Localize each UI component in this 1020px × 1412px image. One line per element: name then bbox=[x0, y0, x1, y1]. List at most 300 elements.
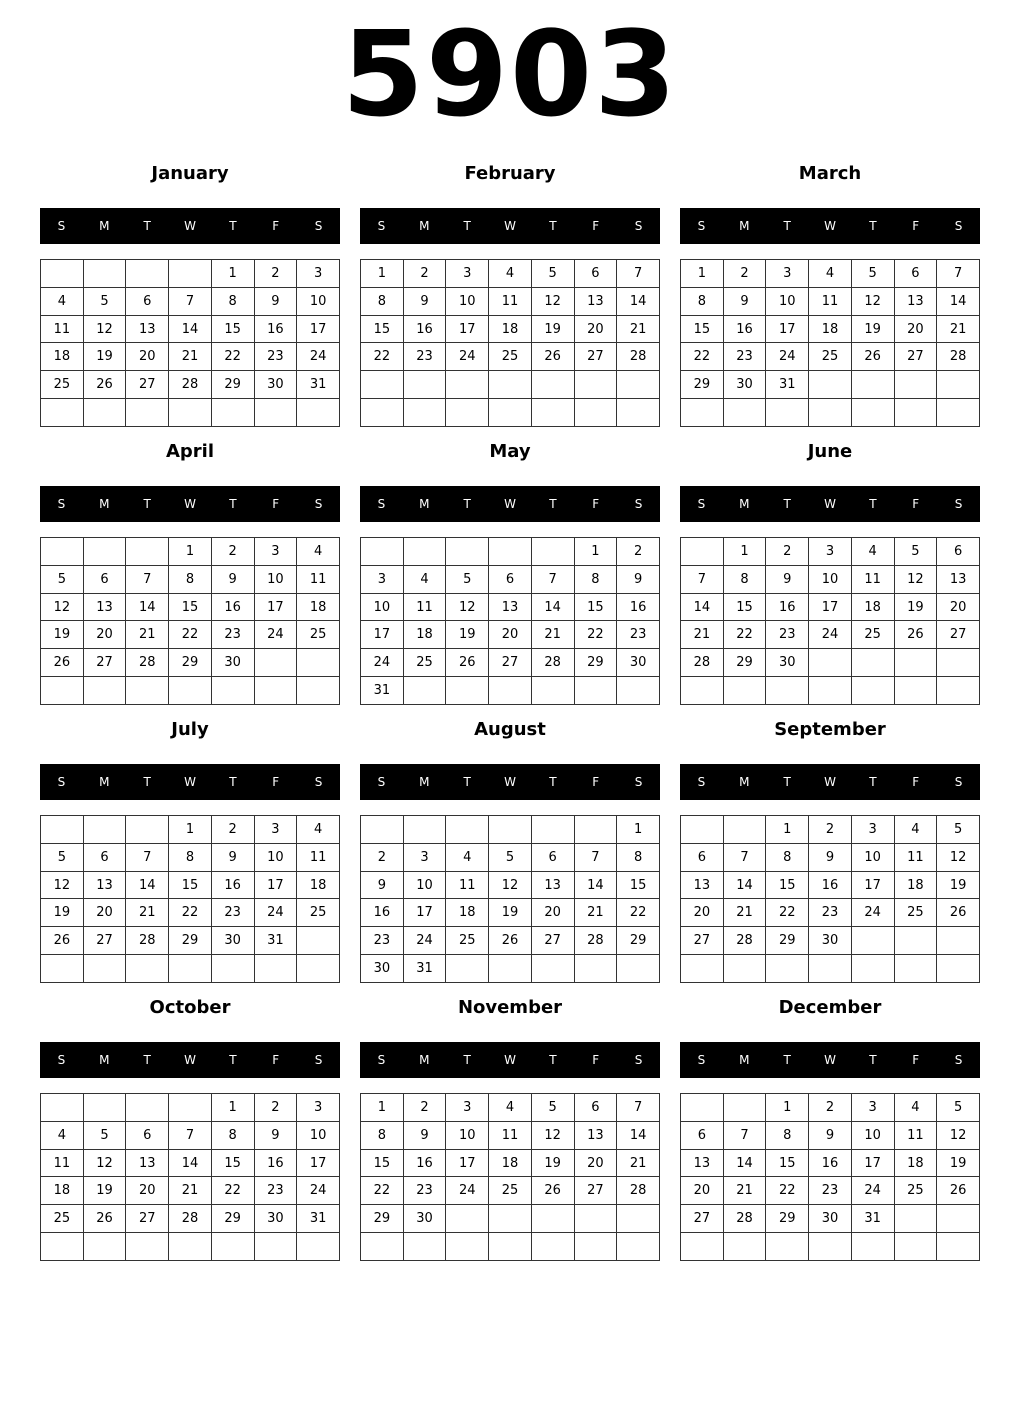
day-cell: 14 bbox=[723, 871, 766, 899]
day-cell: 3 bbox=[361, 565, 404, 593]
day-cell: 10 bbox=[403, 871, 446, 899]
day-cell: 8 bbox=[211, 287, 254, 315]
day-cell: 4 bbox=[489, 1094, 532, 1122]
day-cell: 23 bbox=[723, 343, 766, 371]
day-cell bbox=[361, 399, 404, 427]
day-cell: 20 bbox=[681, 1177, 724, 1205]
week-row bbox=[361, 538, 660, 566]
day-cell: 4 bbox=[809, 260, 852, 288]
day-cell: 5 bbox=[937, 1094, 980, 1122]
weekday-label: W bbox=[184, 775, 196, 789]
weekday-label: S bbox=[57, 497, 66, 511]
weekday-label: T bbox=[869, 1053, 877, 1067]
day-cell: 12 bbox=[937, 1121, 980, 1149]
weekday-label: S bbox=[377, 497, 386, 511]
week-row bbox=[681, 677, 980, 705]
day-cell: 22 bbox=[766, 899, 809, 927]
day-cell: 31 bbox=[766, 371, 809, 399]
day-cell: 13 bbox=[83, 593, 126, 621]
day-cell: 1 bbox=[617, 816, 660, 844]
day-cell: 14 bbox=[531, 593, 574, 621]
day-cell bbox=[894, 1233, 937, 1261]
day-cell bbox=[403, 371, 446, 399]
day-cell: 21 bbox=[723, 899, 766, 927]
week-row bbox=[681, 1149, 980, 1177]
day-cell: 9 bbox=[211, 843, 254, 871]
day-cell bbox=[851, 649, 894, 677]
weekday-label: S bbox=[377, 1053, 386, 1067]
day-cell: 18 bbox=[894, 1149, 937, 1177]
day-cell bbox=[723, 677, 766, 705]
week-row bbox=[361, 677, 660, 705]
day-cell: 14 bbox=[169, 1149, 212, 1177]
day-cell bbox=[403, 816, 446, 844]
day-cell bbox=[894, 677, 937, 705]
weekday-label: W bbox=[824, 1053, 836, 1067]
month-name: May bbox=[489, 441, 531, 462]
day-cell: 6 bbox=[681, 843, 724, 871]
week-row bbox=[361, 343, 660, 371]
day-cell: 9 bbox=[403, 287, 446, 315]
weekday-label: F bbox=[592, 219, 600, 233]
day-cell bbox=[297, 649, 340, 677]
month-name: July bbox=[171, 719, 209, 740]
week-row bbox=[681, 593, 980, 621]
weekday-label: W bbox=[504, 1053, 516, 1067]
week-row bbox=[41, 593, 340, 621]
day-cell bbox=[254, 399, 297, 427]
day-cell bbox=[574, 1233, 617, 1261]
day-cell: 2 bbox=[766, 538, 809, 566]
day-cell: 22 bbox=[361, 343, 404, 371]
day-cell: 1 bbox=[574, 538, 617, 566]
day-cell: 27 bbox=[574, 343, 617, 371]
week-row bbox=[41, 1094, 340, 1122]
day-cell: 1 bbox=[361, 260, 404, 288]
weekday-header bbox=[680, 764, 980, 800]
day-cell: 4 bbox=[894, 816, 937, 844]
day-cell: 16 bbox=[361, 899, 404, 927]
day-cell: 28 bbox=[617, 1177, 660, 1205]
day-cell: 18 bbox=[297, 871, 340, 899]
day-cell bbox=[681, 399, 724, 427]
day-cell: 21 bbox=[126, 899, 169, 927]
day-cell bbox=[531, 371, 574, 399]
weekday-label: M bbox=[419, 1053, 430, 1067]
day-cell: 4 bbox=[851, 538, 894, 566]
weekday-label: T bbox=[143, 1053, 151, 1067]
weekday-label: M bbox=[99, 219, 110, 233]
week-row bbox=[361, 260, 660, 288]
day-cell: 15 bbox=[723, 593, 766, 621]
weekday-label: T bbox=[463, 497, 471, 511]
week-row bbox=[41, 649, 340, 677]
week-row bbox=[681, 621, 980, 649]
day-cell bbox=[574, 1205, 617, 1233]
day-cell: 7 bbox=[937, 260, 980, 288]
day-cell: 27 bbox=[126, 1205, 169, 1233]
day-cell: 17 bbox=[254, 871, 297, 899]
day-cell: 13 bbox=[531, 871, 574, 899]
day-cell: 12 bbox=[41, 871, 84, 899]
day-cell bbox=[809, 399, 852, 427]
weekday-label: T bbox=[549, 219, 557, 233]
day-cell: 2 bbox=[211, 538, 254, 566]
day-cell: 28 bbox=[617, 343, 660, 371]
week-row bbox=[681, 927, 980, 955]
weekday-label: S bbox=[314, 219, 323, 233]
day-cell bbox=[809, 371, 852, 399]
day-cell: 5 bbox=[489, 843, 532, 871]
day-cell bbox=[126, 1233, 169, 1261]
weekday-label: W bbox=[504, 219, 516, 233]
week-row bbox=[361, 1233, 660, 1261]
day-cell bbox=[83, 538, 126, 566]
day-cell: 11 bbox=[446, 871, 489, 899]
day-cell: 23 bbox=[403, 1177, 446, 1205]
day-cell: 11 bbox=[403, 593, 446, 621]
day-cell: 29 bbox=[723, 649, 766, 677]
day-cell: 7 bbox=[723, 843, 766, 871]
day-cell bbox=[681, 1233, 724, 1261]
week-row bbox=[41, 260, 340, 288]
day-cell bbox=[361, 371, 404, 399]
day-cell bbox=[297, 677, 340, 705]
day-cell bbox=[894, 927, 937, 955]
weekday-label: M bbox=[99, 497, 110, 511]
week-row bbox=[361, 899, 660, 927]
day-cell: 26 bbox=[41, 927, 84, 955]
weekday-label: S bbox=[697, 1053, 706, 1067]
day-cell bbox=[937, 927, 980, 955]
day-cell bbox=[169, 677, 212, 705]
day-cell bbox=[446, 677, 489, 705]
day-cell: 14 bbox=[937, 287, 980, 315]
day-cell: 25 bbox=[489, 343, 532, 371]
day-cell bbox=[723, 399, 766, 427]
day-cell: 30 bbox=[254, 371, 297, 399]
weekday-label: S bbox=[314, 775, 323, 789]
weekday-label: S bbox=[954, 219, 963, 233]
weekday-label: S bbox=[314, 1053, 323, 1067]
day-cell: 1 bbox=[211, 1094, 254, 1122]
day-cell: 19 bbox=[531, 1149, 574, 1177]
day-cell: 15 bbox=[169, 593, 212, 621]
day-cell: 30 bbox=[361, 955, 404, 983]
day-cell: 22 bbox=[681, 343, 724, 371]
day-cell: 9 bbox=[809, 1121, 852, 1149]
day-cell: 17 bbox=[403, 899, 446, 927]
day-cell bbox=[297, 399, 340, 427]
day-cell: 26 bbox=[851, 343, 894, 371]
day-cell: 15 bbox=[617, 871, 660, 899]
day-cell: 2 bbox=[809, 1094, 852, 1122]
day-cell: 6 bbox=[681, 1121, 724, 1149]
day-cell bbox=[809, 1233, 852, 1261]
day-cell: 21 bbox=[937, 315, 980, 343]
day-cell bbox=[446, 399, 489, 427]
week-row bbox=[681, 899, 980, 927]
week-row bbox=[41, 955, 340, 983]
day-cell: 11 bbox=[41, 1149, 84, 1177]
day-cell: 13 bbox=[681, 1149, 724, 1177]
day-cell bbox=[169, 955, 212, 983]
weekday-header bbox=[680, 208, 980, 244]
day-cell bbox=[41, 816, 84, 844]
day-cell: 8 bbox=[211, 1121, 254, 1149]
weekday-header bbox=[40, 1042, 340, 1078]
day-cell bbox=[41, 955, 84, 983]
day-cell bbox=[809, 677, 852, 705]
weekday-label: S bbox=[954, 775, 963, 789]
day-cell: 10 bbox=[851, 843, 894, 871]
weekday-header bbox=[40, 764, 340, 800]
day-cell: 28 bbox=[937, 343, 980, 371]
month-name: March bbox=[798, 163, 862, 184]
day-cell: 15 bbox=[574, 593, 617, 621]
day-cell: 3 bbox=[851, 1094, 894, 1122]
day-cell: 27 bbox=[574, 1177, 617, 1205]
day-cell bbox=[681, 677, 724, 705]
day-cell: 27 bbox=[83, 649, 126, 677]
week-row bbox=[41, 1205, 340, 1233]
day-cell bbox=[723, 1233, 766, 1261]
day-cell: 21 bbox=[126, 621, 169, 649]
day-cell bbox=[574, 371, 617, 399]
day-cell: 18 bbox=[41, 1177, 84, 1205]
day-cell: 3 bbox=[446, 260, 489, 288]
day-cell bbox=[297, 927, 340, 955]
day-cell: 20 bbox=[574, 315, 617, 343]
month-name: November bbox=[457, 997, 563, 1018]
day-cell: 9 bbox=[723, 287, 766, 315]
day-cell: 8 bbox=[681, 287, 724, 315]
day-cell: 14 bbox=[723, 1149, 766, 1177]
week-row bbox=[361, 843, 660, 871]
day-cell: 13 bbox=[894, 287, 937, 315]
day-cell: 25 bbox=[297, 899, 340, 927]
day-cell: 1 bbox=[766, 816, 809, 844]
day-cell bbox=[723, 1094, 766, 1122]
day-cell: 7 bbox=[126, 565, 169, 593]
week-row bbox=[41, 565, 340, 593]
week-row bbox=[361, 287, 660, 315]
day-cell: 1 bbox=[766, 1094, 809, 1122]
day-cell bbox=[574, 816, 617, 844]
weekday-label: F bbox=[912, 775, 920, 789]
day-cell bbox=[41, 677, 84, 705]
day-cell: 30 bbox=[403, 1205, 446, 1233]
day-cell: 3 bbox=[403, 843, 446, 871]
day-cell: 20 bbox=[83, 621, 126, 649]
weekday-label: M bbox=[739, 219, 750, 233]
day-cell: 18 bbox=[41, 343, 84, 371]
day-cell: 20 bbox=[681, 899, 724, 927]
day-cell: 21 bbox=[574, 899, 617, 927]
day-cell: 12 bbox=[937, 843, 980, 871]
day-cell: 9 bbox=[254, 1121, 297, 1149]
weekday-label: S bbox=[634, 775, 643, 789]
week-row bbox=[361, 565, 660, 593]
month-name: October bbox=[149, 997, 231, 1018]
day-cell: 22 bbox=[169, 899, 212, 927]
day-cell: 19 bbox=[41, 621, 84, 649]
day-cell: 13 bbox=[83, 871, 126, 899]
weekday-header bbox=[360, 486, 660, 522]
day-cell bbox=[489, 816, 532, 844]
week-row bbox=[681, 538, 980, 566]
week-row bbox=[681, 871, 980, 899]
day-cell bbox=[211, 399, 254, 427]
weekday-label: T bbox=[549, 497, 557, 511]
day-cell: 6 bbox=[937, 538, 980, 566]
day-cell: 8 bbox=[169, 565, 212, 593]
day-cell: 28 bbox=[723, 927, 766, 955]
day-cell: 29 bbox=[169, 927, 212, 955]
day-cell: 7 bbox=[126, 843, 169, 871]
weekday-label: M bbox=[419, 775, 430, 789]
day-cell: 19 bbox=[446, 621, 489, 649]
weekday-label: F bbox=[592, 1053, 600, 1067]
weekday-label: S bbox=[697, 497, 706, 511]
week-row bbox=[361, 371, 660, 399]
week-row bbox=[681, 287, 980, 315]
weekday-header bbox=[40, 208, 340, 244]
day-cell: 26 bbox=[894, 621, 937, 649]
day-cell: 25 bbox=[894, 899, 937, 927]
day-cell: 27 bbox=[531, 927, 574, 955]
day-cell bbox=[937, 1233, 980, 1261]
day-cell: 8 bbox=[766, 843, 809, 871]
day-cell: 24 bbox=[851, 899, 894, 927]
day-cell: 27 bbox=[489, 649, 532, 677]
day-cell: 12 bbox=[83, 315, 126, 343]
weekday-label: F bbox=[912, 219, 920, 233]
day-cell: 30 bbox=[617, 649, 660, 677]
month-name: January bbox=[151, 163, 229, 184]
day-cell: 30 bbox=[809, 1205, 852, 1233]
day-cell bbox=[851, 1233, 894, 1261]
week-row bbox=[41, 871, 340, 899]
day-cell: 16 bbox=[254, 1149, 297, 1177]
weekday-label: T bbox=[143, 775, 151, 789]
day-cell: 8 bbox=[574, 565, 617, 593]
weekday-label: T bbox=[869, 497, 877, 511]
weekday-label: S bbox=[697, 775, 706, 789]
day-cell bbox=[446, 816, 489, 844]
weekday-label: S bbox=[57, 1053, 66, 1067]
day-grid bbox=[40, 815, 340, 983]
day-grid bbox=[40, 1093, 340, 1261]
day-cell: 9 bbox=[361, 871, 404, 899]
day-cell bbox=[126, 260, 169, 288]
day-cell bbox=[83, 816, 126, 844]
day-cell: 2 bbox=[403, 260, 446, 288]
day-cell: 10 bbox=[297, 287, 340, 315]
week-row bbox=[361, 621, 660, 649]
day-cell: 19 bbox=[83, 343, 126, 371]
day-cell: 11 bbox=[489, 1121, 532, 1149]
day-cell bbox=[361, 538, 404, 566]
day-cell: 21 bbox=[169, 343, 212, 371]
day-cell: 29 bbox=[211, 371, 254, 399]
day-cell: 19 bbox=[894, 593, 937, 621]
day-cell bbox=[681, 1094, 724, 1122]
day-cell bbox=[531, 677, 574, 705]
weekday-label: T bbox=[549, 775, 557, 789]
day-cell: 15 bbox=[211, 1149, 254, 1177]
day-cell: 31 bbox=[361, 677, 404, 705]
day-cell: 21 bbox=[617, 1149, 660, 1177]
day-cell: 21 bbox=[617, 315, 660, 343]
weekday-header bbox=[40, 486, 340, 522]
day-cell: 5 bbox=[531, 1094, 574, 1122]
weekday-label: S bbox=[314, 497, 323, 511]
week-row bbox=[41, 1233, 340, 1261]
day-cell: 16 bbox=[809, 1149, 852, 1177]
week-row bbox=[41, 677, 340, 705]
day-grid bbox=[680, 1093, 980, 1261]
day-cell: 8 bbox=[617, 843, 660, 871]
day-cell: 16 bbox=[211, 871, 254, 899]
day-cell: 20 bbox=[894, 315, 937, 343]
weekday-label: T bbox=[229, 497, 237, 511]
weekday-label: S bbox=[57, 775, 66, 789]
day-cell bbox=[937, 955, 980, 983]
day-cell bbox=[403, 399, 446, 427]
day-cell: 17 bbox=[297, 315, 340, 343]
day-cell: 1 bbox=[211, 260, 254, 288]
day-cell: 28 bbox=[169, 1205, 212, 1233]
day-cell: 19 bbox=[41, 899, 84, 927]
day-grid bbox=[40, 537, 340, 705]
day-cell: 22 bbox=[574, 621, 617, 649]
week-row bbox=[361, 649, 660, 677]
day-cell bbox=[894, 955, 937, 983]
day-cell bbox=[83, 399, 126, 427]
day-cell bbox=[617, 1233, 660, 1261]
day-cell: 24 bbox=[361, 649, 404, 677]
day-cell bbox=[851, 399, 894, 427]
day-cell bbox=[531, 816, 574, 844]
weekday-label: S bbox=[634, 497, 643, 511]
day-cell: 6 bbox=[83, 843, 126, 871]
day-cell: 27 bbox=[126, 371, 169, 399]
day-cell bbox=[211, 955, 254, 983]
week-row bbox=[41, 927, 340, 955]
day-cell: 10 bbox=[254, 565, 297, 593]
day-cell: 29 bbox=[169, 649, 212, 677]
weekday-label: M bbox=[739, 497, 750, 511]
day-cell bbox=[254, 955, 297, 983]
day-cell: 12 bbox=[531, 1121, 574, 1149]
day-cell bbox=[126, 538, 169, 566]
day-cell: 22 bbox=[211, 1177, 254, 1205]
day-cell bbox=[531, 1205, 574, 1233]
day-cell: 25 bbox=[41, 371, 84, 399]
day-cell: 16 bbox=[403, 1149, 446, 1177]
day-cell bbox=[531, 399, 574, 427]
day-cell: 26 bbox=[83, 371, 126, 399]
day-cell: 24 bbox=[809, 621, 852, 649]
day-cell: 8 bbox=[766, 1121, 809, 1149]
day-cell: 24 bbox=[403, 927, 446, 955]
day-cell: 24 bbox=[446, 343, 489, 371]
day-cell: 12 bbox=[446, 593, 489, 621]
day-cell: 22 bbox=[211, 343, 254, 371]
week-row bbox=[41, 816, 340, 844]
day-cell: 29 bbox=[574, 649, 617, 677]
